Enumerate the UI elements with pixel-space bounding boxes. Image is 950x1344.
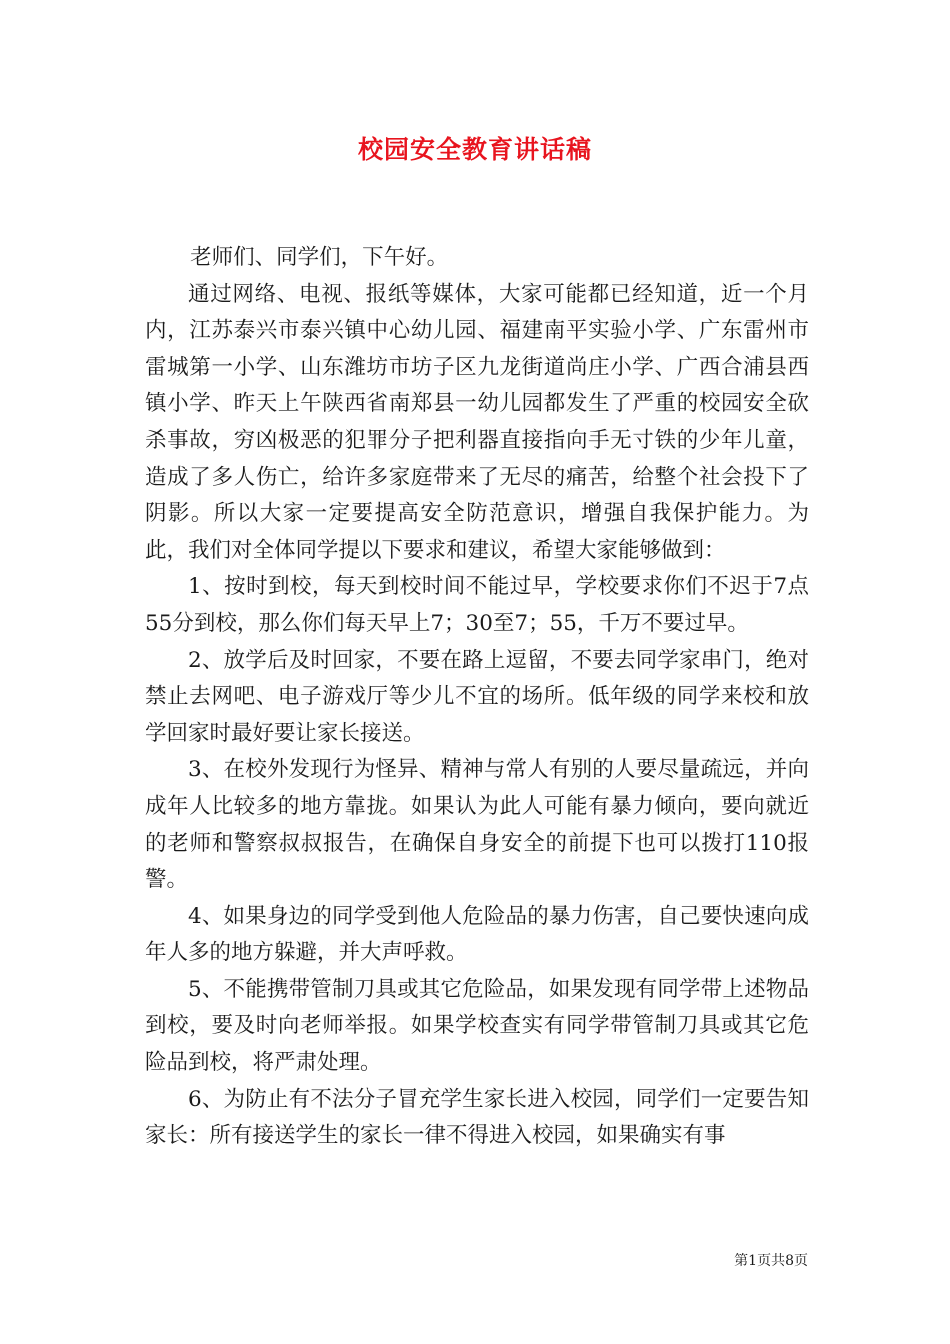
document-title: 校园安全教育讲话稿 — [357, 135, 592, 164]
document-body — [145, 240, 809, 1155]
rule-paragraph-5: 5、不能携带管制刀具或其它危险品，如果发现有同学带上述物品到校，要及时向老师举报。如果学校查实有同学带管制刀具或其它危险品到校，将严肃处理。 — [145, 976, 809, 1076]
rule-paragraph-3: 3、在校外发现行为怪异、精神与常人有别的人要尽量疏远，并向成年人比较多的地方靠拢。如果认为此人可能有暴力倾向，要向就近的老师和警察叔叔报告，在确保自身安全的前提下也可以拨打110报警。 — [145, 757, 809, 893]
rule-paragraph-4: 4、如果身边的同学受到他人危险品的暴力伤害，自己要快速向成年人多的地方躲避，并大声呼救。 — [145, 903, 809, 966]
rule-paragraph-6: 6、为防止有不法分子冒充学生家长进入校园，同学们一定要告知家长：所有接送学生的家长一律不得进入校园，如果确实有事 — [145, 1086, 809, 1149]
page-number-footer: 第1页共8页 — [734, 1253, 808, 1269]
intro-paragraph: 通过网络、电视、报纸等媒体，大家可能都已经知道，近一个月内，江苏泰兴市泰兴镇中心幼儿园、福建南平实验小学、广东雷州市雷城第一小学、山东潍坊市坊子区九龙街道尚庄小学、广西合浦县西镇小学、昨天上午陕西省南郑县一幼儿园都发生了严重的校园安全砍杀事故，穷凶极恶的犯罪分子把利器直接指向手无寸铁的少年儿童，造成了多人伤亡，给许多家庭带来了无尽的痛苦，给整个社会投下了阴影。所以大家一定要提高安全防范意识，增强自我保护能力。为此，我们对全体同学提以下要求和建议，希望大家能够做到： — [145, 281, 809, 563]
rule-paragraph-2: 2、放学后及时回家，不要在路上逗留，不要去同学家串门，绝对禁止去网吧、电子游戏厅等少儿不宜的场所。低年级的同学来校和放学回家时最好要让家长接送。 — [145, 647, 809, 746]
rule-paragraph-1: 1、按时到校，每天到校时间不能过早，学校要求你们不迟于7点55分到校，那么你们每天早上7；30至7；55，千万不要过早。 — [145, 574, 809, 636]
greeting-paragraph: 老师们、同学们，下午好。 — [190, 245, 449, 270]
